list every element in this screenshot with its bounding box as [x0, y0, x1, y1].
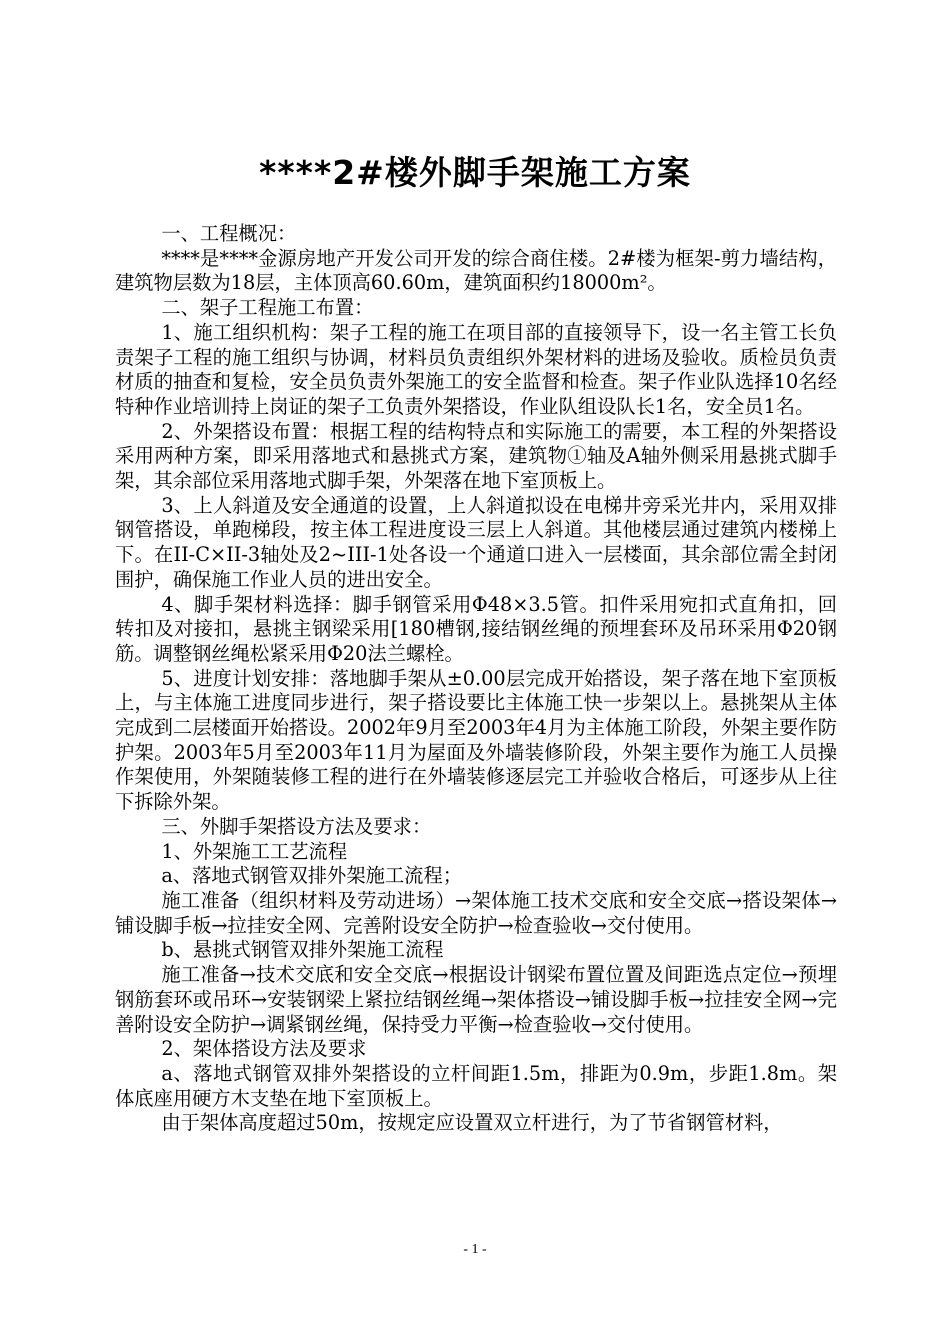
paragraph: 3、上人斜道及安全通道的设置，上人斜道拟设在电梯井旁采光井内，采用双排钢管搭设，单跑梯段，按主体工程进度设三层上人斜道。其他楼层通过建筑内楼梯上下。在II-C×II-3轴处及2~III-1处各设一个通道口进入一层楼面，其余部位需全封闭围护，确保施工作业人员的进出安全。: [115, 493, 837, 591]
subsection-heading: 1、外架施工工艺流程: [161, 839, 348, 863]
paragraph: 施工准备→技术交底和安全交底→根据设计钢梁布置位置及间距选点定位→预埋钢筋套环或吊环→安装钢梁上紧拉结钢丝绳→架体搭设→铺设脚手板→拉挂安全网→完善附设安全防护→调紧钢丝绳，保持受力平衡→检查验收→交付使用。: [115, 963, 837, 1036]
section-heading: 二、架子工程施工布置：: [161, 296, 374, 320]
section-heading: 一、工程概况：: [161, 222, 297, 245]
paragraph: 由于架体高度超过50m，按规定应设置双立杆进行，为了节省钢管材料，: [161, 1111, 783, 1135]
paragraph: 2、外架搭设布置：根据工程的结构特点和实际施工的需要，本工程的外架搭设采用两种方案，即采用落地式和悬挑式方案，建筑物①轴及A轴外侧采用悬挑式脚手架，其余部位采用落地式脚手架，外架落在地下室顶板上。: [115, 419, 837, 493]
document-body: [115, 222, 837, 1136]
subsection-heading: a、落地式钢管双排外架施工流程；: [161, 864, 463, 888]
page-number: - 1 -: [463, 1242, 487, 1257]
document-title: ****2#楼外脚手架施工方案: [259, 153, 691, 192]
paragraph: ****是****金源房地产开发公司开发的综合商住楼。2#楼为框架-剪力墙结构，建筑物层数为18层，主体顶高60.60m，建筑面积约18000m²。: [115, 246, 837, 295]
paragraph: 施工准备（组织材料及劳动进场）→架体施工技术交底和安全交底→搭设架体→铺设脚手板→拉挂安全网、完善附设安全防护→检查验收→交付使用。: [115, 888, 837, 937]
subsection-heading: b、悬挑式钢管双排外架施工流程: [161, 938, 444, 962]
section-heading: 三、外脚手架搭设方法及要求：: [161, 814, 432, 838]
subsection-heading: 2、架体搭设方法及要求: [161, 1037, 367, 1061]
paragraph: a、落地式钢管双排外架搭设的立杆间距1.5m，排距为0.9m，步距1.8m。架体底座用硬方木支垫在地下室顶板上。: [115, 1061, 837, 1110]
paragraph: 5、进度计划安排：落地脚手架从±0.00层完成开始搭设，架子落在地下室顶板上，与主体施工进度同步进行，架子搭设要比主体施工快一步架以上。悬挑架从主体完成到二层楼面开始搭设。2002年9月至2003年4月为主体施工阶段，外架主要作防护架。2003年5月至2003年11月为屋面及外墙装修阶段，外架主要作为施工人员操作架使用，外架随装修工程的进行在外墙装修逐层完工并验收合格后，可逐步从上往下拆除外架。: [115, 666, 837, 814]
paragraph: 4、脚手架材料选择：脚手钢管采用Φ48×3.5管。扣件采用宛扣式直角扣，回转扣及对接扣，悬挑主钢梁采用[180槽钢,接结钢丝绳的预埋套环及吊环采用Φ20钢筋。调整钢丝绳松紧采用Φ20法兰螺栓。: [115, 592, 837, 665]
paragraph: 1、施工组织机构：架子工程的施工在项目部的直接领导下，设一名主管工长负责架子工程的施工组织与协调，材料员负责组织外架材料的进场及验收。质检员负责材质的抽查和复检，安全员负责外架施工的安全监督和检查。架子作业队选择10名经特种作业培训持上岗证的架子工负责外架搭设，作业队组设队长1名，安全员1名。: [115, 320, 837, 418]
